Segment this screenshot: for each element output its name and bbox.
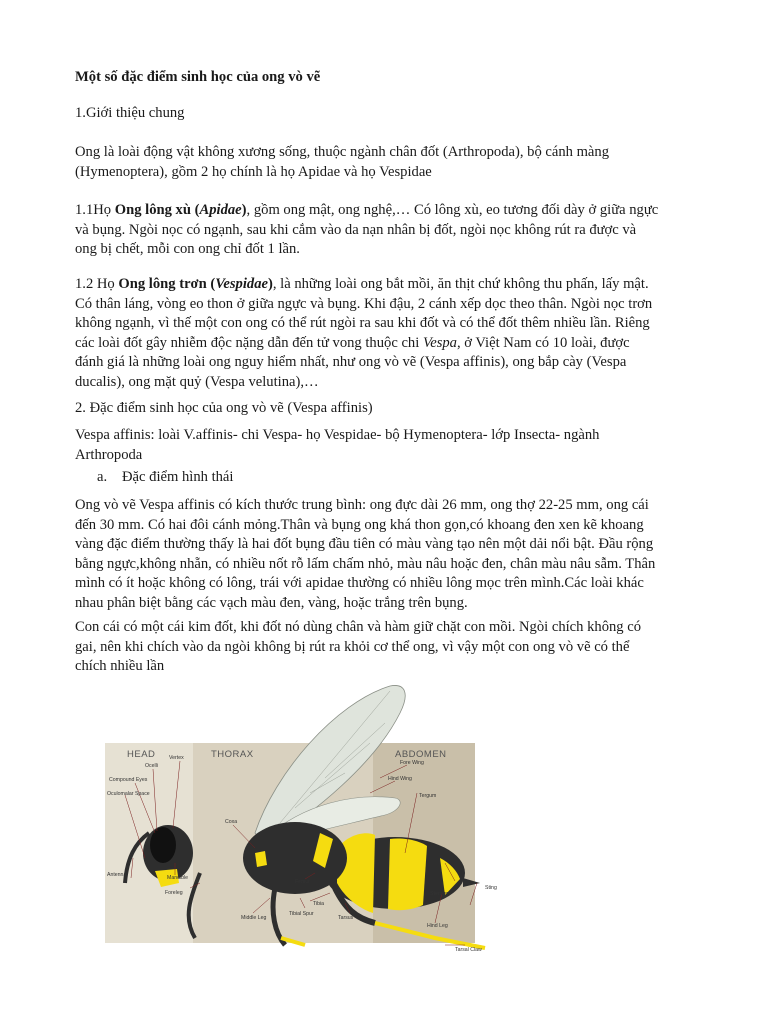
- paragraph-apidae: [75, 201, 658, 260]
- intro-paragraph: [75, 143, 609, 182]
- label-vertex: Vertex: [169, 755, 184, 761]
- text-line: ducalis), ong mặt quỷ (Vespa velutina),…: [75, 373, 319, 390]
- thorax-mark: [255, 851, 267, 867]
- label-mandible: Mandible: [167, 875, 189, 881]
- abdomen-band-2: [388, 838, 427, 910]
- text-line: chích nhiều lần: [75, 658, 165, 674]
- zone-label-thorax: THORAX: [211, 749, 254, 760]
- subsection-title: Đặc điểm hình thái: [122, 469, 234, 485]
- label-ocelli: Ocelli: [145, 763, 158, 769]
- label-femur: Femur: [295, 879, 310, 885]
- label-tarsal-claw: Tarsal Claw: [455, 947, 482, 953]
- text-line: gai, nên khi chích vào da ngòi không bị rút ra khỏi cơ thể ong, vì vậy một con ong vò vẽ có thể: [75, 638, 630, 655]
- label-tibia: Tibia: [313, 901, 325, 907]
- text-line: (Hymenoptera), gồm 2 họ chính là họ Apidae và họ Vespidae: [75, 163, 432, 180]
- sting-paragraph: [75, 618, 641, 677]
- text-line: và bụng. Ngòi nọc có ngạnh, sau khi cắm vào da nạn nhân bị đốt, ngòi nọc không rút ra được và: [75, 221, 637, 238]
- text-line: không ngạnh, vì thế một con ong có thể rút ngòi ra sau khi đốt và có thể đốt thêm nhiều lần. Riêng: [75, 315, 650, 331]
- label-fore-wing: Fore Wing: [400, 760, 424, 766]
- label-sting: Sting: [485, 885, 497, 891]
- label-tergum: Tergum: [419, 793, 437, 799]
- zone-label-head: HEAD: [127, 749, 156, 760]
- zone-label-abdomen: ABDOMEN: [395, 749, 447, 760]
- text-line: mình có ít hoặc không có lông, trái với apidae thường có nhiều lông mọc trên mình.Các loài khác: [75, 575, 644, 591]
- label-hind-leg: Hind Leg: [427, 923, 448, 929]
- label-coxa: Coxa: [225, 819, 238, 825]
- label-foreleg: Foreleg: [165, 890, 183, 896]
- morphology-paragraph: [75, 496, 655, 613]
- text-line: các loài đốt gây nhiễm độc nặng dẫn đến tử vong thuộc chi Vespa, ở Việt Nam có 10 loài, được: [75, 334, 630, 351]
- text-line: vàng đặc điểm thường thấy là hai đốt bụng đầu tiên có màu vàng tạo nên một dải nổi bật. Đầu rộng: [75, 536, 654, 552]
- text-line: 1.1Họ Ong lông xù (Apidae), gồm ong mật, ong nghệ,… Có lông xù, eo tương đối dày ở giữa ngực: [75, 202, 659, 218]
- label-middle-leg: Middle Leg: [241, 915, 267, 921]
- text-line: đánh giá là những loài ong nguy hiểm nhất, như ong vò vẽ (Vespa affinis), ong bắp cày (Vespa: [75, 354, 627, 370]
- document-title: Một số đặc điểm sinh học của ong vò vẽ: [75, 69, 321, 85]
- text-line: ong bị chết, mỗi con ong chỉ đốt 1 lần.: [75, 241, 300, 257]
- paragraph-vespidae: [75, 275, 652, 392]
- text-line: Có thân láng, vòng eo thon ở giữa ngực và bụng. Khi đậu, 2 cánh xếp dọc theo thân. Ngòi nọc trơn: [75, 295, 653, 312]
- text-line: 1.2 Họ Ong lông trơn (Vespidae), là những loài ong bắt mồi, ăn thịt chứ không thu phấn, lấy mật.: [75, 276, 649, 292]
- label-tarsus: Tarsus: [338, 915, 354, 921]
- text-line: Ong là loài động vật không xương sống, thuộc ngành chân đốt (Arthropoda), bộ cánh màng: [75, 144, 610, 160]
- text-line: Ong vò vẽ Vespa affinis có kích thước trung bình: ong đực dài 26 mm, ong thợ 22-25 mm, ong cái: [75, 497, 649, 513]
- label-antenna: Antenna: [107, 872, 127, 878]
- label-sternum: Sternum: [430, 891, 450, 897]
- text-line: bằng ngực,không nhẵn, có nhiều nốt rỗ lấm chấm nhỏ, màu nâu hoặc đen, chân màu nâu sẫm. Thân: [75, 555, 656, 572]
- text-line: Vespa affinis: loài V.affinis- chi Vespa- họ Vespidae- bộ Hymenoptera- lớp Insecta- ngành: [75, 427, 600, 443]
- label-oculomalar-space: Oculomalar Space: [107, 791, 150, 797]
- text-line: Arthropoda: [75, 446, 143, 463]
- compound-eye: [150, 827, 176, 863]
- wasp-anatomy-figure: [105, 683, 520, 955]
- label-tibial-spur: Tibial Spur: [289, 911, 314, 917]
- text-line: nhau phân biệt bằng các vạch màu đen, vàng, hoặc trắng trên bụng.: [75, 594, 468, 611]
- subsection-a: [75, 469, 475, 489]
- list-bullet: a.: [97, 469, 108, 485]
- text-line: đến 30 mm. Có hai đôi cánh mỏng.Thân và bụng ong khá thon gọn,có khoang đen xen kẽ khoang: [75, 516, 644, 533]
- label-hind-wing: Hind Wing: [388, 776, 412, 782]
- section-heading-2: 2. Đặc điểm sinh học của ong vò vẽ (Vespa affinis): [75, 400, 373, 416]
- taxonomy-paragraph: [75, 426, 599, 465]
- label-compound-eyes: Compound Eyes: [109, 777, 148, 783]
- section-heading-1: 1.Giới thiệu chung: [75, 105, 185, 121]
- text-line: Con cái có một cái kim đốt, khi đốt nó dùng chân và hàm giữ chặt con mồi. Ngòi chích không có: [75, 619, 642, 635]
